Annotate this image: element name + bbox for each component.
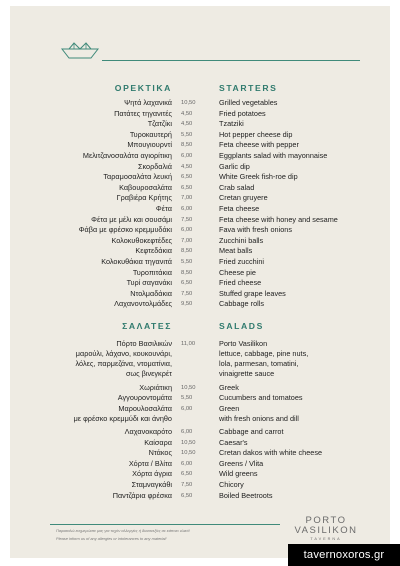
dish-price: 9,50: [181, 301, 193, 308]
menu-row: [10, 140, 390, 151]
dish-name-gr: Χόρτα άγρια: [132, 469, 172, 479]
dish-name-en: Fried potatoes: [219, 108, 266, 118]
dish-name-en: Grilled vegetables: [219, 98, 278, 107]
dish-price: 6,00: [181, 406, 193, 413]
brand-line-1: PORTO: [305, 515, 347, 526]
dish-name-en: Tzatziki: [219, 119, 244, 129]
dish-line-gr: με φρέσκο κρεμμύδι και άνηθο: [73, 414, 172, 424]
menu-row: [10, 278, 390, 289]
dish-price: 10,50: [181, 450, 196, 457]
dish-line-en: Green: [219, 404, 240, 414]
dish-line-en: lola, parmesan, tomatini,: [219, 358, 299, 368]
dish-name-gr: Ταραμοσαλάτα λευκή: [103, 172, 172, 182]
dish-price: 8,50: [181, 142, 193, 149]
dish-name-gr: Χωριάτικη: [139, 382, 172, 392]
dish-line-en: lettuce, cabbage, pine nuts,: [219, 348, 309, 358]
dish-name-en: Greens / Vlita: [219, 458, 264, 468]
dish-text-en: [219, 404, 299, 424]
dish-name-en: Feta cheese with pepper: [219, 140, 299, 150]
dish-line-gr: Πόρτο Βασιλικών: [116, 338, 172, 348]
dish-price: 6,50: [181, 280, 193, 287]
dish-name-en: Feta cheese with honey and sesame: [219, 214, 338, 224]
dish-name-en: Meat balls: [219, 246, 253, 256]
dish-name-en: Cheese pie: [219, 267, 256, 277]
dish-price: 10,50: [181, 439, 196, 446]
menu-row: [10, 427, 390, 438]
dish-price: 6,00: [181, 205, 193, 212]
dish-price: 5,50: [181, 258, 193, 265]
dish-line-en: with fresh onions and dill: [219, 414, 299, 424]
brand-tagline: TAVERNA: [310, 537, 342, 541]
dish-line-gr: λόλες, παρμεζάνα, ντοματίνια,: [75, 358, 172, 368]
dish-price: 10,50: [181, 384, 196, 391]
dish-name-gr: Τυροκαυτερή: [129, 129, 172, 139]
dish-text-en: [219, 339, 308, 379]
menu-row: [10, 130, 390, 141]
dish-name-gr: Λαχανοντολμάδες: [114, 299, 172, 309]
allergy-note-gr: Παρακαλώ ενημερώστε μας για τυχόν αλλεργίες ή δυσανεξίες σε κάποιο υλικό!: [56, 528, 190, 533]
dish-name-en: Caesar's: [219, 437, 248, 447]
dish-name-en: Wild greens: [219, 469, 258, 479]
dish-name-gr: Κεφτεδάκια: [135, 246, 172, 256]
menu-row: [10, 119, 390, 130]
salads-title-gr: ΣΑΛΑΤΕΣ: [122, 320, 172, 331]
dish-price: 8,50: [181, 269, 193, 276]
menu-row-multiline: [10, 339, 390, 383]
dish-price: 5,50: [181, 131, 193, 138]
dish-price: 8,50: [181, 248, 193, 255]
dish-text-gr: [76, 339, 172, 379]
header-divider: [102, 60, 360, 61]
dish-name-gr: Καβουροσαλάτα: [119, 182, 172, 192]
menu-row: [10, 383, 390, 394]
menu-row: [10, 172, 390, 183]
dish-name-gr: Φέτα με μέλι και σουσάμι: [91, 214, 172, 224]
menu-row: [10, 204, 390, 215]
menu-row: [10, 268, 390, 279]
dish-price: 6,50: [181, 492, 193, 499]
dish-name-gr: Γραβιέρα Κρήτης: [116, 193, 172, 203]
dish-name-gr: Κολοκυθοκεφτέδες: [111, 235, 172, 245]
dish-price: 7,50: [181, 290, 193, 297]
brand-logo: [286, 516, 366, 541]
dish-text-gr: [74, 404, 172, 424]
dish-name-en: Cabbage rolls: [219, 299, 265, 309]
allergy-note-en: Please inform us of any allergies or intolerances to any material!: [56, 536, 167, 541]
dish-name-gr: Καίσαρα: [144, 437, 172, 447]
dish-name-en: Fava with fresh onions: [219, 225, 293, 235]
menu-row: [10, 448, 390, 459]
starters-title-en: STARTERS: [219, 83, 278, 93]
dish-name-gr: Τζατζίκι: [147, 119, 172, 129]
dish-line-en: vinaigrette sauce: [219, 368, 275, 378]
dish-name-en: Crab salad: [219, 182, 255, 192]
dish-name-gr: Λαχανοκαρότο: [124, 427, 172, 437]
dish-price: 4,50: [181, 121, 193, 128]
dish-name-gr: Φάβα με φρέσκο κρεμμυδάκι: [78, 225, 172, 235]
menu-row: [10, 162, 390, 173]
menu-row: [10, 491, 390, 502]
dish-name-gr: Μπουγιουρντί: [127, 140, 172, 150]
dish-name-gr: Σκορδαλιά: [137, 161, 172, 171]
dish-price: 4,50: [181, 110, 193, 117]
dish-name-en: White Greek fish-roe dip: [219, 172, 298, 182]
menu-row: [10, 193, 390, 204]
dish-name-en: Chicory: [219, 480, 244, 490]
dish-name-en: Hot pepper cheese dip: [219, 129, 293, 139]
dish-name-en: Feta cheese: [219, 203, 260, 213]
dish-name-en: Eggplants salad with mayonnaise: [219, 150, 328, 160]
dish-name-gr: Πατάτες τηγανιτές: [114, 108, 172, 118]
dish-line-gr: σως βινεγκρέτ: [125, 368, 172, 378]
dish-name-gr: Τυροπιτάκια: [132, 267, 172, 277]
dish-name-gr: Σταμναγκάθι: [131, 480, 172, 490]
salads-header: [10, 321, 390, 339]
menu-row: [10, 289, 390, 300]
dish-name-gr: Αγγουροντομάτα: [117, 393, 172, 403]
menu-row: [10, 257, 390, 268]
dish-price: 7,50: [181, 216, 193, 223]
menu-row: [10, 215, 390, 226]
menu-row: [10, 299, 390, 310]
dish-line-en: Porto Vasilikon: [219, 338, 268, 348]
dish-name-en: Zucchini balls: [219, 235, 264, 245]
dish-line-gr: Μαρουλοσαλάτα: [118, 404, 172, 414]
menu-row: [10, 98, 390, 109]
menu-sheet: [10, 6, 390, 558]
website-watermark: tavernoxoros.gr: [288, 544, 400, 566]
menu-row: [10, 183, 390, 194]
dish-name-gr: Ντολμαδάκια: [130, 288, 172, 298]
menu-row-multiline: [10, 404, 390, 427]
section-gap: [10, 310, 390, 321]
dish-price: 7,00: [181, 237, 193, 244]
dish-price: 10,50: [181, 100, 196, 106]
dish-name-en: Cretan dakos with white cheese: [219, 448, 323, 458]
dish-name-en: Stuffed grape leaves: [219, 288, 286, 298]
dish-name-gr: Φέτα: [155, 203, 172, 213]
menu-row: [10, 393, 390, 404]
dish-name-gr: Μελιτζανοσαλάτα αγιορίτικη: [82, 150, 172, 160]
dish-price: 6,00: [181, 460, 193, 467]
dish-name-en: Boiled Beetroots: [219, 490, 273, 500]
starters-title-gr: ΟΡΕΚΤΙΚΑ: [114, 83, 172, 93]
menu-row: [10, 246, 390, 257]
dish-name-en: Cucumbers and tomatoes: [219, 393, 303, 403]
dish-name-en: Cabbage and carrot: [219, 427, 284, 437]
dish-price: 11,00: [181, 340, 196, 347]
dish-name-en: Fried cheese: [219, 278, 262, 288]
dish-name-en: Greek: [219, 382, 239, 392]
menu-row: [10, 236, 390, 247]
dish-price: 5,50: [181, 395, 193, 402]
dish-price: 6,00: [181, 429, 193, 436]
dish-name-en: Fried zucchini: [219, 256, 265, 266]
menu-row: [10, 480, 390, 491]
dish-name-gr: Χόρτα / Βλίτα: [128, 458, 172, 468]
dish-price: 7,00: [181, 195, 193, 202]
menu-row: [10, 151, 390, 162]
dish-name-gr: Παντζάρια φρέσκα: [112, 490, 172, 500]
menu-row: [10, 469, 390, 480]
dish-price: 6,00: [181, 227, 193, 234]
salads-title-en: SALADS: [219, 320, 264, 331]
dish-price: 4,50: [181, 163, 193, 170]
dish-name-gr: Τυρί σαγανάκι: [126, 278, 172, 288]
dish-price: 6,00: [181, 152, 193, 159]
dish-price: 6,50: [181, 184, 193, 191]
paper-boat-icon: [60, 42, 100, 60]
footer-divider: [50, 524, 280, 525]
dish-name-en: Cretan gruyere: [219, 193, 268, 203]
menu-row: [10, 438, 390, 449]
dish-price: 6,50: [181, 471, 193, 478]
brand-line-2: VASILIKON: [294, 525, 358, 536]
dish-line-gr: μαρούλι, λάχανο, κουκουνάρι,: [75, 348, 172, 358]
dish-name-gr: Ψητά λαχανικά: [124, 98, 172, 107]
menu-rows: [10, 98, 390, 501]
dish-name-gr: Κολοκυθάκια τηγανιτά: [101, 256, 172, 266]
dish-price: 7,50: [181, 482, 193, 489]
dish-name-en: Garlic dip: [219, 161, 250, 171]
dish-price: 6,50: [181, 174, 193, 181]
dish-name-gr: Ντάκος: [148, 448, 172, 458]
menu-row: [10, 109, 390, 120]
menu-row: [10, 459, 390, 470]
menu-row: [10, 225, 390, 236]
